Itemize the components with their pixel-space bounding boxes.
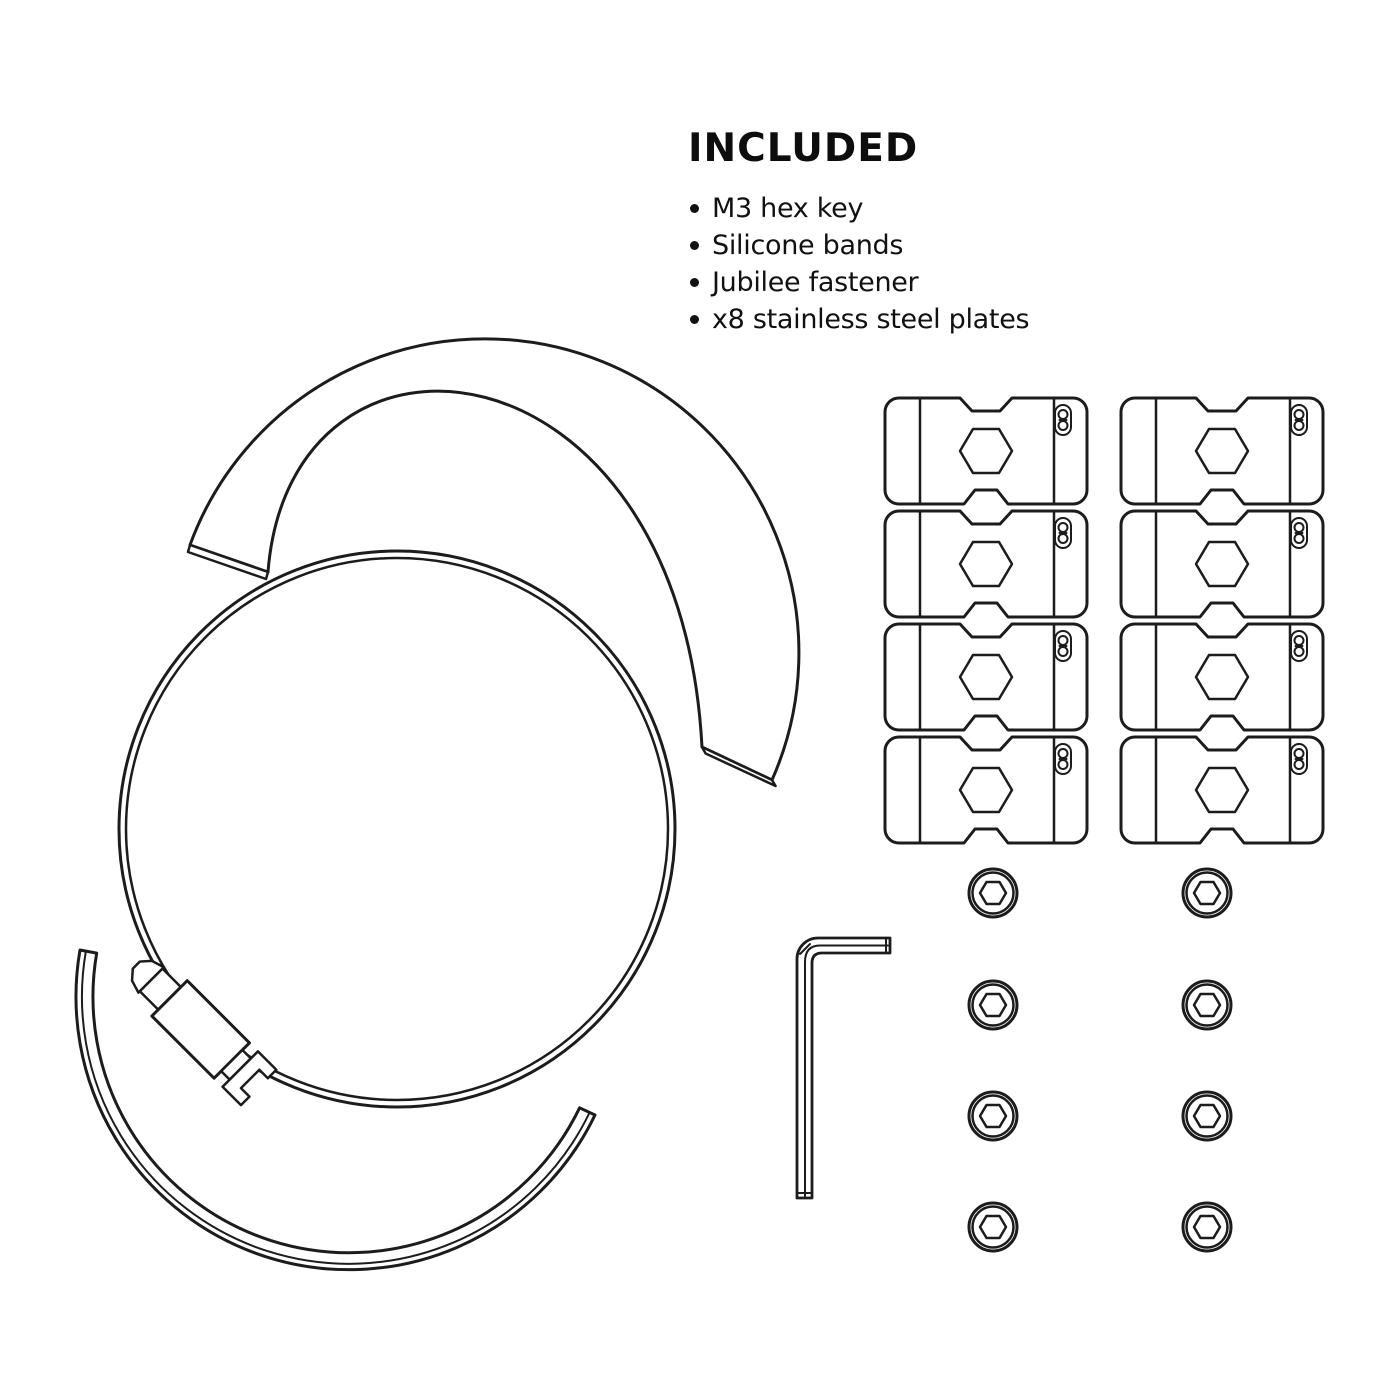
socket-screw [969,981,1017,1029]
hex-key [797,938,890,1198]
socket-screw [1183,1092,1231,1140]
included-item-label: Jubilee fastener [712,267,919,298]
hex-key-outline [797,938,890,1198]
socket-screws-grid [969,869,1231,1251]
silicone-band-top [188,339,799,786]
socket-screw [1183,981,1231,1029]
included-item-label: Silicone bands [712,230,904,261]
included-item-label: x8 stainless steel plates [712,304,1030,335]
steel-plate [1121,624,1323,730]
steel-plate [885,398,1087,504]
steel-plate [1121,511,1323,617]
jubilee-fastener [119,551,675,1107]
socket-screw [969,869,1017,917]
steel-plates-grid [885,398,1323,843]
hex-key-ridge-line [805,946,888,1197]
socket-screw [1183,869,1231,917]
worm-drive-housing [119,947,277,1105]
steel-plate [885,511,1087,617]
socket-screw [1183,1203,1231,1251]
socket-screw [969,1203,1017,1251]
included-title: INCLUDED [688,126,919,171]
band-body [190,339,799,780]
included-item-label: M3 hex key [712,193,864,224]
socket-screw [969,1092,1017,1140]
steel-plate [885,737,1087,843]
steel-plate [885,624,1087,730]
steel-plate [1121,737,1323,843]
steel-plate [1121,398,1323,504]
